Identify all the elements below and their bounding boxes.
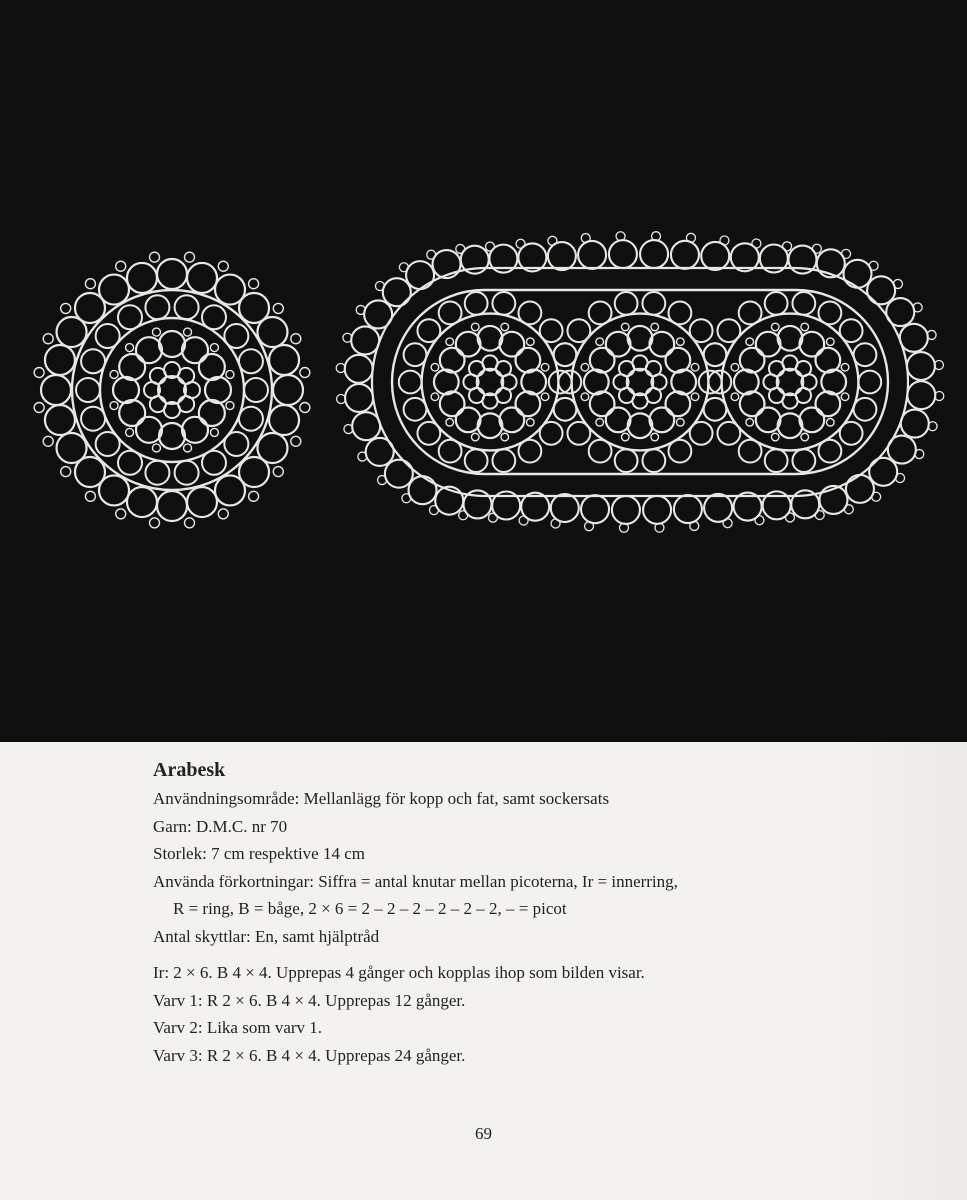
picot <box>581 393 589 401</box>
edge-ring <box>578 241 606 269</box>
instruction-inner-ring: Ir: 2 × 6. B 4 × 4. Upprepas 4 gånger och kopplas ihop som bilden visar. <box>153 963 645 982</box>
round-1-ring <box>650 407 675 432</box>
round-2-ring <box>854 398 877 421</box>
oval-doily <box>336 232 944 533</box>
round-1-ring <box>521 370 546 395</box>
abbreviations-line-continued: R = ring, B = båge, 2 × 6 = 2 – 2 – 2 – 2 – 2 – 2, – = picot <box>173 899 567 918</box>
round-2-ring <box>840 422 863 445</box>
round-2-ring <box>540 422 563 445</box>
round-2-ring <box>792 449 815 472</box>
edge-ring <box>886 298 914 326</box>
round-2-ring <box>567 422 590 445</box>
edge-picot <box>516 239 525 248</box>
round-1-ring <box>628 413 653 438</box>
picot <box>801 323 809 331</box>
picot <box>801 433 809 441</box>
rosette-center <box>627 369 654 396</box>
round-1-ring <box>456 407 481 432</box>
round-2-ring <box>765 292 788 315</box>
round-1-ring <box>478 326 503 351</box>
picot <box>501 323 509 331</box>
picot <box>731 393 739 401</box>
edge-ring <box>900 324 928 352</box>
round-1-ring <box>756 332 781 357</box>
round-3-ring <box>127 487 157 517</box>
edge-ring <box>701 242 729 270</box>
picot <box>226 370 234 378</box>
instruction-round-3: Varv 3: R 2 × 6. B 4 × 4. Upprepas 24 gånger. <box>153 1045 466 1065</box>
round-1-ring <box>515 392 540 417</box>
round-3-ring <box>127 263 157 293</box>
round-2-ring <box>567 319 590 342</box>
edge-picot <box>184 518 194 528</box>
picot <box>771 323 779 331</box>
edge-picot <box>375 282 384 291</box>
picot <box>126 344 134 352</box>
round-2-ring <box>465 449 488 472</box>
round-3-ring <box>269 405 299 435</box>
edge-ring <box>907 381 935 409</box>
round-1-ring <box>182 417 208 443</box>
edge-picot <box>720 236 729 245</box>
round-1-ring <box>159 331 185 357</box>
round-3-ring <box>187 487 217 517</box>
round-1-ring <box>199 400 225 426</box>
edge-picot <box>488 513 497 522</box>
edge-picot <box>429 506 438 515</box>
round-2-ring <box>492 449 515 472</box>
picot <box>621 433 629 441</box>
round-1-ring <box>778 413 803 438</box>
edge-picot <box>459 511 468 520</box>
round-2-ring <box>81 407 105 431</box>
round-2-ring <box>439 301 462 324</box>
round-1-ring <box>590 392 615 417</box>
round-2-ring <box>239 349 263 373</box>
edge-ring <box>843 260 871 288</box>
yarn-line: Garn: D.M.C. nr 70 <box>153 816 288 836</box>
edge-picot <box>300 368 310 378</box>
outer-chain <box>72 290 272 490</box>
round-2-ring <box>554 398 577 421</box>
round-2-ring <box>615 292 638 315</box>
picot <box>431 393 439 401</box>
inner-ring <box>178 368 194 384</box>
round-2-ring <box>244 378 268 402</box>
edge-picot <box>273 467 283 477</box>
round-2-ring <box>819 440 842 463</box>
round-2-ring <box>175 295 199 319</box>
round-1-ring <box>113 377 139 403</box>
round-1-ring <box>182 337 208 363</box>
edge-picot <box>34 368 44 378</box>
picot <box>677 419 685 427</box>
round-1-ring <box>590 348 615 373</box>
round-1-ring <box>119 354 145 380</box>
round-1-ring <box>740 348 765 373</box>
picot <box>527 419 535 427</box>
round-2-ring <box>96 324 120 348</box>
edge-ring <box>366 438 394 466</box>
round-2-ring <box>708 371 731 394</box>
round-1-ring <box>606 332 631 357</box>
round-1-ring <box>734 370 759 395</box>
round-1-ring <box>628 326 653 351</box>
picot <box>621 323 629 331</box>
pattern-text <box>153 756 853 1069</box>
rosette-chain <box>572 314 709 451</box>
round-2-ring <box>739 440 762 463</box>
picot <box>596 419 604 427</box>
round-2-ring <box>669 440 692 463</box>
rosette-center <box>777 369 804 396</box>
inner-ring <box>646 361 661 376</box>
round-doily <box>34 252 310 528</box>
round-1-ring <box>515 348 540 373</box>
picot <box>651 433 659 441</box>
round-2-ring <box>519 301 542 324</box>
round-1-ring <box>199 354 225 380</box>
round-2-ring <box>554 343 577 366</box>
picot <box>541 393 549 401</box>
round-2-ring <box>549 371 572 394</box>
edge-picot <box>427 250 436 259</box>
picot <box>841 393 849 401</box>
round-2-ring <box>819 301 842 324</box>
picot <box>446 338 454 346</box>
picot <box>471 433 479 441</box>
edge-picot <box>184 252 194 262</box>
edge-picot <box>399 263 408 272</box>
rosette-chain <box>722 314 859 451</box>
edge-picot <box>43 334 53 344</box>
edge-picot <box>378 476 387 485</box>
edge-picot <box>300 402 310 412</box>
round-2-ring <box>739 301 762 324</box>
round-2-ring <box>704 398 727 421</box>
edge-picot <box>815 511 824 520</box>
picot <box>746 419 754 427</box>
round-2-ring <box>175 461 199 485</box>
round-2-ring <box>202 451 226 475</box>
edge-picot <box>85 491 95 501</box>
round-2-ring <box>118 451 142 475</box>
round-2-ring <box>589 301 612 324</box>
edge-picot <box>61 303 71 313</box>
picot <box>210 344 218 352</box>
edge-picot <box>812 244 821 253</box>
round-2-ring <box>404 398 427 421</box>
edge-picot <box>844 505 853 514</box>
edge-ring <box>385 460 413 488</box>
round-3-ring <box>269 345 299 375</box>
picot <box>527 338 535 346</box>
instruction-round-1: Varv 1: R 2 × 6. B 4 × 4. Upprepas 12 gånger. <box>153 990 466 1010</box>
picot <box>110 370 118 378</box>
picot <box>152 444 160 452</box>
instruction-round-2: Varv 2: Lika som varv 1. <box>153 1018 323 1037</box>
picot <box>431 363 439 371</box>
inner-ring <box>796 361 811 376</box>
edge-ring <box>704 494 732 522</box>
pattern-title: Arabesk <box>153 759 226 781</box>
edge-picot <box>690 521 699 530</box>
edge-picot <box>218 509 228 519</box>
round-2-ring <box>558 371 581 394</box>
round-2-ring <box>840 319 863 342</box>
round-2-ring <box>699 371 722 394</box>
edge-picot <box>273 303 283 313</box>
round-1-ring <box>815 348 840 373</box>
edge-picot <box>43 436 53 446</box>
round-3-ring <box>45 345 75 375</box>
picot <box>731 363 739 371</box>
round-2-ring <box>690 422 713 445</box>
round-2-ring <box>399 371 422 394</box>
edge-ring <box>640 240 668 268</box>
round-2-ring <box>224 432 248 456</box>
round-1-ring <box>205 377 231 403</box>
edge-picot <box>85 279 95 289</box>
rosette-center <box>158 376 186 404</box>
picot <box>126 428 134 436</box>
edge-ring <box>364 300 392 328</box>
round-3-ring <box>41 375 71 405</box>
round-2-ring <box>540 319 563 342</box>
round-2-ring <box>589 440 612 463</box>
picot <box>501 433 509 441</box>
edge-ring <box>406 261 434 289</box>
round-2-ring <box>792 292 815 315</box>
inner-ring <box>496 361 511 376</box>
round-3-ring <box>57 433 87 463</box>
picot <box>446 419 454 427</box>
picot <box>691 363 699 371</box>
edge-picot <box>551 519 560 528</box>
edge-picot <box>581 234 590 243</box>
picot <box>226 402 234 410</box>
edge-ring <box>409 476 437 504</box>
picot <box>651 323 659 331</box>
edge-ring <box>901 410 929 438</box>
round-2-ring <box>858 371 881 394</box>
edge-picot <box>291 436 301 446</box>
round-3-ring <box>157 259 187 289</box>
picot <box>746 338 754 346</box>
edge-ring <box>351 326 379 354</box>
round-1-ring <box>740 392 765 417</box>
edge-ring <box>907 352 935 380</box>
picot <box>771 433 779 441</box>
round-2-ring <box>417 319 440 342</box>
edge-picot <box>249 279 259 289</box>
picot <box>184 328 192 336</box>
picot <box>471 323 479 331</box>
round-1-ring <box>778 326 803 351</box>
round-1-ring <box>119 400 145 426</box>
edge-picot <box>249 491 259 501</box>
round-3-ring <box>187 263 217 293</box>
round-1-ring <box>665 392 690 417</box>
edge-picot <box>150 252 160 262</box>
round-1-ring <box>756 407 781 432</box>
edge-picot <box>402 494 411 503</box>
edge-picot <box>783 242 792 251</box>
edge-ring <box>612 496 640 524</box>
edge-picot <box>869 261 878 270</box>
edge-picot <box>686 233 695 242</box>
round-3-ring <box>273 375 303 405</box>
rosette-chain <box>422 314 559 451</box>
edge-picot <box>893 279 902 288</box>
round-1-ring <box>606 407 631 432</box>
round-2-ring <box>669 301 692 324</box>
picot <box>691 393 699 401</box>
edge-ring <box>383 278 411 306</box>
round-2-ring <box>519 440 542 463</box>
round-1-ring <box>136 337 162 363</box>
edge-ring <box>345 384 373 412</box>
round-1-ring <box>440 392 465 417</box>
shuttles-line: Antal skyttlar: En, samt hjälptråd <box>153 926 380 946</box>
edge-ring <box>671 241 699 269</box>
round-1-ring <box>800 332 825 357</box>
size-line: Storlek: 7 cm respektive 14 cm <box>153 844 365 863</box>
round-2-ring <box>118 305 142 329</box>
picot <box>184 444 192 452</box>
round-3-ring <box>99 275 129 305</box>
edge-picot <box>456 244 465 253</box>
edge-picot <box>585 522 594 531</box>
edge-ring <box>643 496 671 524</box>
round-1-ring <box>584 370 609 395</box>
picot <box>827 338 835 346</box>
round-2-ring <box>224 324 248 348</box>
round-1-ring <box>665 348 690 373</box>
round-2-ring <box>690 319 713 342</box>
round-1-ring <box>434 370 459 395</box>
round-2-ring <box>76 378 100 402</box>
round-2-ring <box>492 292 515 315</box>
edge-ring <box>345 355 373 383</box>
picot <box>152 328 160 336</box>
round-1-ring <box>478 413 503 438</box>
edge-ring <box>674 495 702 523</box>
round-1-ring <box>440 348 465 373</box>
round-2-ring <box>145 295 169 319</box>
picot <box>827 419 835 427</box>
round-3-ring <box>157 491 187 521</box>
round-2-ring <box>854 343 877 366</box>
edge-picot <box>896 473 905 482</box>
round-2-ring <box>717 422 740 445</box>
picot <box>541 363 549 371</box>
edge-picot <box>519 516 528 525</box>
edge-picot <box>486 242 495 251</box>
round-1-ring <box>821 370 846 395</box>
edge-picot <box>755 516 764 525</box>
usage-line: Användningsområde: Mellanlägg för kopp och fat, samt sockersats <box>153 789 610 808</box>
round-1-ring <box>800 407 825 432</box>
round-2-ring <box>642 292 665 315</box>
page-number: 69 <box>475 1124 492 1143</box>
round-3-ring <box>45 405 75 435</box>
edge-ring <box>609 240 637 268</box>
round-1-ring <box>815 392 840 417</box>
round-2-ring <box>81 349 105 373</box>
rosette-center <box>477 369 504 396</box>
round-1-ring <box>159 423 185 449</box>
picot <box>841 363 849 371</box>
edge-picot <box>548 236 557 245</box>
round-1-ring <box>500 332 525 357</box>
edge-ring <box>867 276 895 304</box>
round-2-ring <box>239 407 263 431</box>
round-2-ring <box>465 292 488 315</box>
round-2-ring <box>145 461 169 485</box>
edge-picot <box>150 518 160 528</box>
picot <box>210 428 218 436</box>
edge-ring <box>581 495 609 523</box>
edge-picot <box>842 249 851 258</box>
edge-ring <box>888 436 916 464</box>
edge-picot <box>34 402 44 412</box>
round-3-ring <box>257 317 287 347</box>
edge-ring <box>869 458 897 486</box>
round-3-ring <box>215 475 245 505</box>
round-2-ring <box>765 449 788 472</box>
edge-ring <box>551 494 579 522</box>
round-1-ring <box>671 370 696 395</box>
abbreviations-line: Använda förkortningar: Siffra = antal knutar mellan picoterna, Ir = innerring, <box>153 871 678 891</box>
picot <box>110 402 118 410</box>
round-2-ring <box>202 305 226 329</box>
round-2-ring <box>615 449 638 472</box>
round-2-ring <box>704 343 727 366</box>
edge-picot <box>752 239 761 248</box>
edge-ring <box>846 475 874 503</box>
edge-picot <box>218 261 228 271</box>
round-2-ring <box>96 432 120 456</box>
edge-picot <box>291 334 301 344</box>
picot <box>596 338 604 346</box>
edge-picot <box>116 261 126 271</box>
edge-picot <box>723 519 732 528</box>
round-2-ring <box>404 343 427 366</box>
round-2-ring <box>439 440 462 463</box>
round-1-ring <box>500 407 525 432</box>
round-2-ring <box>417 422 440 445</box>
picot <box>677 338 685 346</box>
edge-ring <box>548 242 576 270</box>
edge-ring <box>352 412 380 440</box>
round-2-ring <box>717 319 740 342</box>
edge-picot <box>785 513 794 522</box>
round-2-ring <box>642 449 665 472</box>
edge-picot <box>872 492 881 501</box>
edge-picot <box>61 467 71 477</box>
rosette-chain <box>100 318 244 462</box>
round-1-ring <box>456 332 481 357</box>
edge-picot <box>116 509 126 519</box>
round-1-ring <box>650 332 675 357</box>
round-1-ring <box>136 417 162 443</box>
picot <box>581 363 589 371</box>
